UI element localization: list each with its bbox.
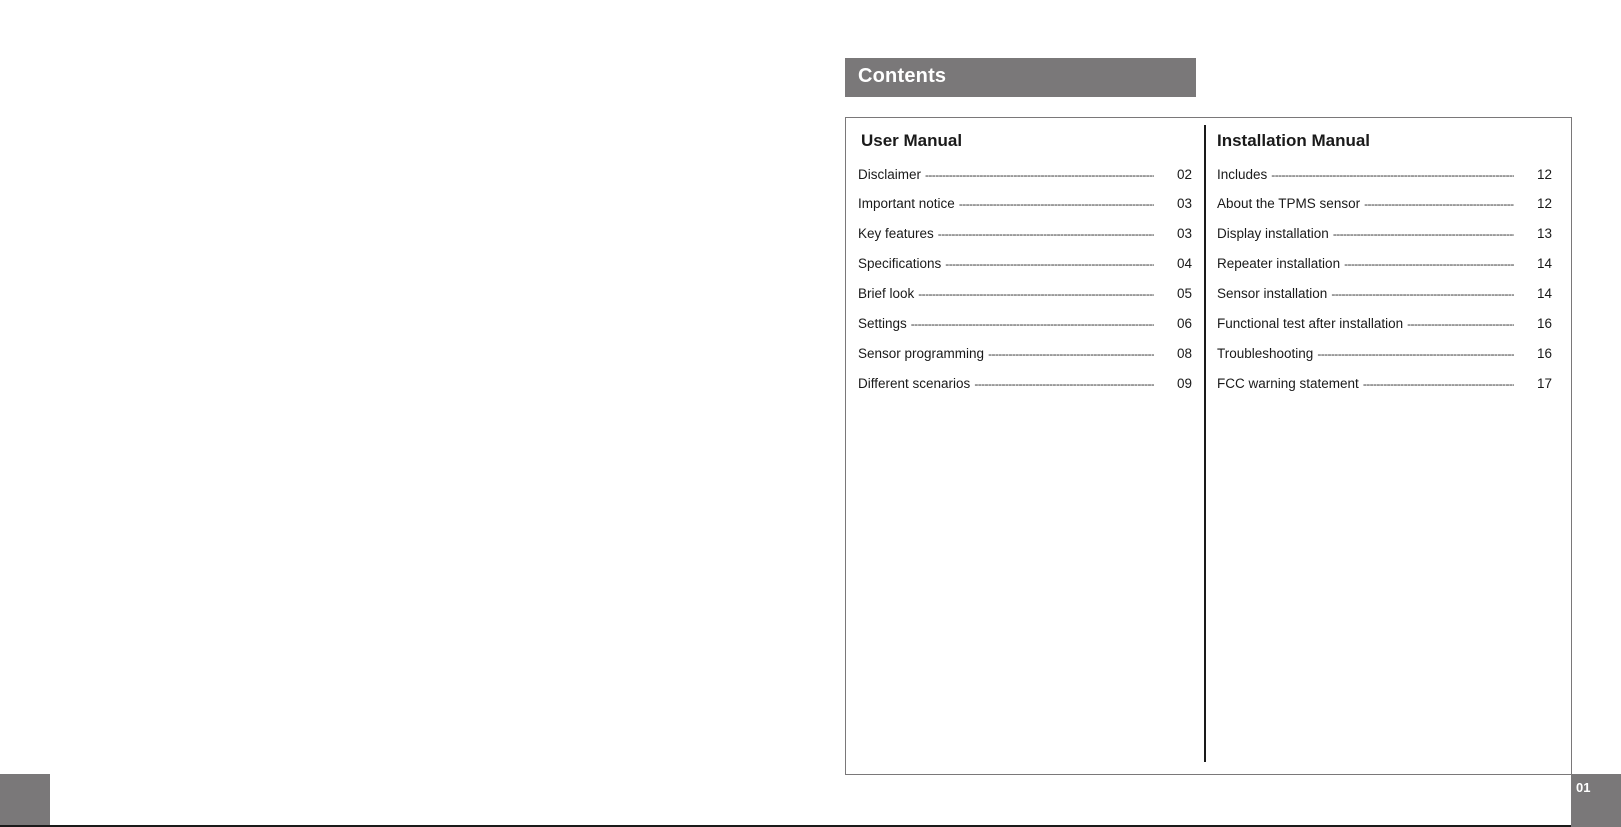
dot-leader xyxy=(1317,347,1514,361)
toc-entry-page: 03 xyxy=(1176,226,1192,241)
toc-entry-page: 12 xyxy=(1536,167,1552,182)
toc-entry-label: Includes xyxy=(1217,167,1268,182)
toc-entry-page: 09 xyxy=(1176,376,1192,391)
dot-leader xyxy=(945,257,1154,271)
dot-leader xyxy=(1271,168,1514,182)
toc-entry-label: Settings xyxy=(858,316,907,331)
toc-entry[interactable] xyxy=(858,286,1192,306)
dot-leader xyxy=(911,317,1154,331)
dot-leader xyxy=(925,168,1154,182)
toc-entry[interactable] xyxy=(858,226,1192,246)
toc-entry-page: 17 xyxy=(1536,376,1552,391)
toc-entry[interactable] xyxy=(858,256,1192,276)
page-number-tab xyxy=(1571,774,1621,827)
dot-leader xyxy=(1344,257,1514,271)
dot-leader xyxy=(938,227,1154,241)
toc-entry-label: Display installation xyxy=(1217,226,1329,241)
toc-entry-page: 14 xyxy=(1536,256,1552,271)
toc-entry-page: 12 xyxy=(1536,196,1552,211)
toc-entry[interactable] xyxy=(1217,286,1552,306)
toc-entry-page: 14 xyxy=(1536,286,1552,301)
dot-leader xyxy=(1333,227,1514,241)
toc-entry-label: About the TPMS sensor xyxy=(1217,196,1361,211)
dot-leader xyxy=(1407,317,1514,331)
toc-entry-label: Brief look xyxy=(858,286,915,301)
toc-entry-label: FCC warning statement xyxy=(1217,376,1359,391)
toc-entry[interactable] xyxy=(1217,376,1552,396)
toc-entry-page: 04 xyxy=(1176,256,1192,271)
table-of-contents xyxy=(845,117,1572,775)
toc-entry[interactable] xyxy=(1217,256,1552,276)
toc-entry-label: Repeater installation xyxy=(1217,256,1341,271)
toc-entry[interactable] xyxy=(858,346,1192,366)
toc-entry[interactable] xyxy=(858,167,1192,187)
dot-leader xyxy=(1331,287,1514,301)
toc-entry-page: 16 xyxy=(1536,346,1552,361)
toc-entry-label: Key features xyxy=(858,226,934,241)
toc-entry-page: 06 xyxy=(1176,316,1192,331)
column-divider xyxy=(1204,125,1206,762)
dot-leader xyxy=(988,347,1154,361)
toc-entry[interactable] xyxy=(1217,226,1552,246)
contents-header-bar xyxy=(845,58,1196,97)
toc-entry[interactable] xyxy=(1217,167,1552,187)
toc-entry[interactable] xyxy=(1217,346,1552,366)
toc-entry[interactable] xyxy=(858,196,1192,216)
toc-entry-label: Specifications xyxy=(858,256,942,271)
toc-entry[interactable] xyxy=(1217,316,1552,336)
toc-entry[interactable] xyxy=(858,376,1192,396)
left-corner-tab xyxy=(0,774,50,825)
toc-entry-page: 03 xyxy=(1176,196,1192,211)
toc-entry[interactable] xyxy=(858,316,1192,336)
dot-leader xyxy=(959,197,1154,211)
toc-entry-page: 02 xyxy=(1176,167,1192,182)
toc-entry-page: 16 xyxy=(1536,316,1552,331)
installation-manual-heading: Installation Manual xyxy=(1217,131,1371,150)
toc-entry[interactable] xyxy=(1217,196,1552,216)
dot-leader xyxy=(1363,377,1514,391)
toc-entry-label: Sensor installation xyxy=(1217,286,1328,301)
dot-leader xyxy=(1364,197,1514,211)
toc-entry-label: Troubleshooting xyxy=(1217,346,1314,361)
toc-entry-label: Important notice xyxy=(858,196,955,211)
user-manual-heading: User Manual xyxy=(861,131,963,150)
toc-entry-label: Different scenarios xyxy=(858,376,971,391)
dot-leader xyxy=(918,287,1154,301)
toc-entry-label: Functional test after installation xyxy=(1217,316,1404,331)
contents-title: Contents xyxy=(858,65,947,87)
toc-entry-label: Sensor programming xyxy=(858,346,985,361)
toc-entry-page: 08 xyxy=(1176,346,1192,361)
toc-entry-label: Disclaimer xyxy=(858,167,922,182)
dot-leader xyxy=(974,377,1154,391)
toc-entry-page: 13 xyxy=(1536,226,1552,241)
toc-entry-page: 05 xyxy=(1176,286,1192,301)
page-number: 01 xyxy=(1576,780,1591,795)
